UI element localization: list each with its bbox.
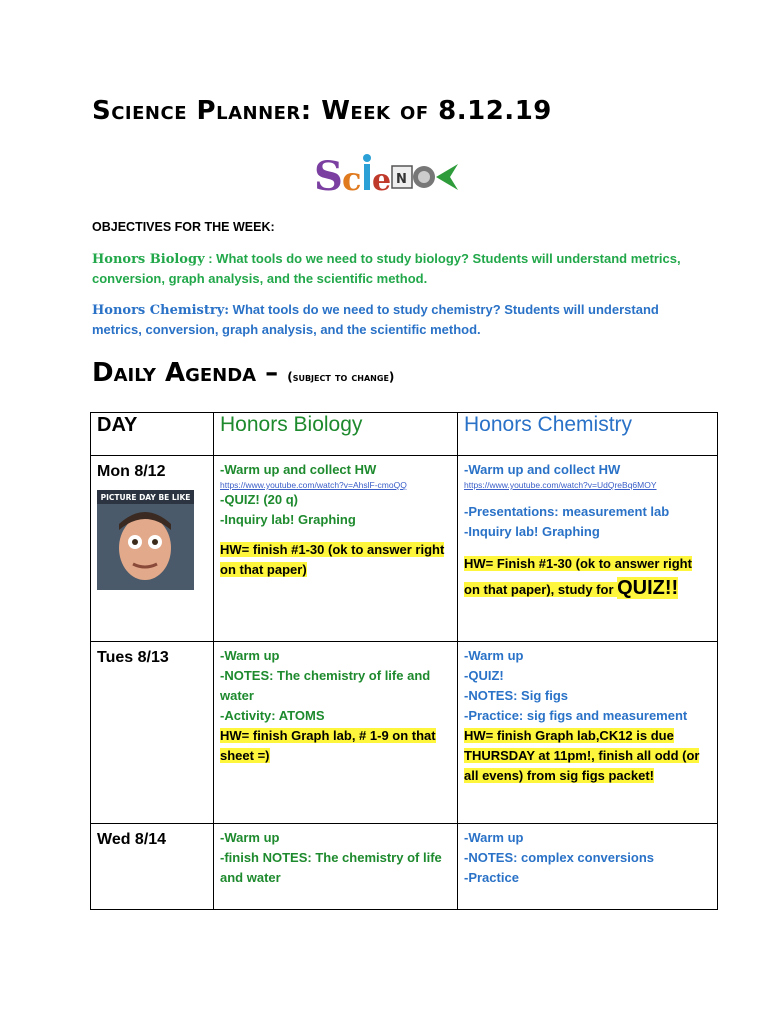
agenda-title-text: Daily Agenda –	[92, 358, 288, 388]
objectives-heading: OBJECTIVES FOR THE WEEK:	[92, 220, 275, 234]
chemistry-cell	[458, 456, 718, 642]
bio-line: -Warm up	[220, 648, 280, 663]
picture-day-meme-icon	[97, 490, 194, 590]
table-row	[91, 642, 718, 824]
chem-line: -Presentations: measurement lab	[464, 504, 670, 519]
biology-cell	[214, 642, 458, 824]
chem-line: -Warm up	[464, 648, 524, 663]
day-cell	[91, 642, 214, 824]
chem-line: -Inquiry lab! Graphing	[464, 524, 600, 539]
chemistry-cell	[458, 824, 718, 910]
day-cell	[91, 456, 214, 642]
biology-cell	[214, 456, 458, 642]
objective-chemistry-subject: Honors Chemistry:	[92, 303, 230, 318]
bio-line: -Activity: ATOMS	[220, 708, 325, 723]
svg-text:N: N	[396, 172, 407, 187]
bio-homework: HW= finish #1-30 (ok to answer right on that paper)	[220, 542, 445, 577]
objective-biology-subject: Honors Biology	[92, 252, 205, 267]
biology-cell	[214, 824, 458, 910]
photo-caption: PICTURE DAY BE LIKE	[100, 493, 191, 502]
chem-line: -Practice: sig figs and measurement	[464, 708, 688, 723]
chem-line: -QUIZ!	[464, 668, 504, 683]
day-label: Tues 8/13	[97, 649, 169, 666]
bio-line: -Inquiry lab! Graphing	[220, 512, 356, 527]
bio-homework: HW= finish Graph lab, # 1-9 on that sheet =)	[220, 728, 436, 763]
bio-line: -NOTES: The chemistry of life and water	[220, 668, 431, 703]
agenda-title	[92, 358, 394, 388]
table-row	[91, 824, 718, 910]
objective-chemistry	[92, 300, 692, 339]
objective-biology	[92, 249, 692, 288]
chem-line: -Practice	[464, 870, 519, 885]
svg-text:c: c	[342, 160, 362, 198]
objective-biology-text: : What tools do we need to study biology? Students will understand metrics, conversion, graph analysis, and the scientific method.	[92, 251, 681, 286]
bio-line: -Warm up and collect HW	[220, 462, 377, 477]
day-label: Wed 8/14	[97, 831, 167, 848]
bio-line: -finish NOTES: The chemistry of life and water	[220, 850, 442, 885]
chem-homework-quiz: QUIZ!!	[617, 577, 679, 599]
table-row	[91, 456, 718, 642]
bio-video-link[interactable]: https://www.youtube.com/watch?v=AhslF-cmoQQ	[220, 480, 407, 490]
table-header-row	[91, 413, 718, 456]
chem-line: -Warm up	[464, 830, 524, 845]
agenda-subtitle: (subject to change)	[287, 370, 395, 384]
chem-homework: HW= Finish #1-30 (ok to answer right on that paper), study for	[464, 556, 692, 597]
bio-line: -Warm up	[220, 830, 280, 845]
agenda-table	[90, 412, 718, 910]
chemistry-cell	[458, 642, 718, 824]
chem-line: -Warm up and collect HW	[464, 462, 621, 477]
svg-text:e: e	[372, 163, 392, 198]
chem-homework: HW= finish Graph lab,CK12 is due THURSDAY at 11pm!, finish all odd (or all evens) from sig figs packet!	[464, 728, 700, 783]
day-label: Mon 8/12	[97, 463, 166, 480]
day-cell	[91, 824, 214, 910]
chem-line: -NOTES: Sig figs	[464, 688, 568, 703]
page-title: Science Planner: Week of 8.12.19	[92, 96, 552, 126]
objective-chemistry-text: What tools do we need to study chemistry? Students will understand metrics, conversion, graph analysis, and the scientific method.	[92, 302, 659, 337]
chem-line: -NOTES: complex conversions	[464, 850, 654, 865]
header-day: DAY	[91, 413, 214, 456]
header-biology: Honors Biology	[214, 413, 458, 456]
chem-video-link[interactable]: https://www.youtube.com/watch?v=UdQreBq6MOY	[464, 480, 657, 490]
header-chemistry: Honors Chemistry	[458, 413, 718, 456]
svg-text:S: S	[314, 153, 343, 200]
science-logo-icon	[312, 150, 460, 202]
bio-line: -QUIZ! (20 q)	[220, 492, 298, 507]
